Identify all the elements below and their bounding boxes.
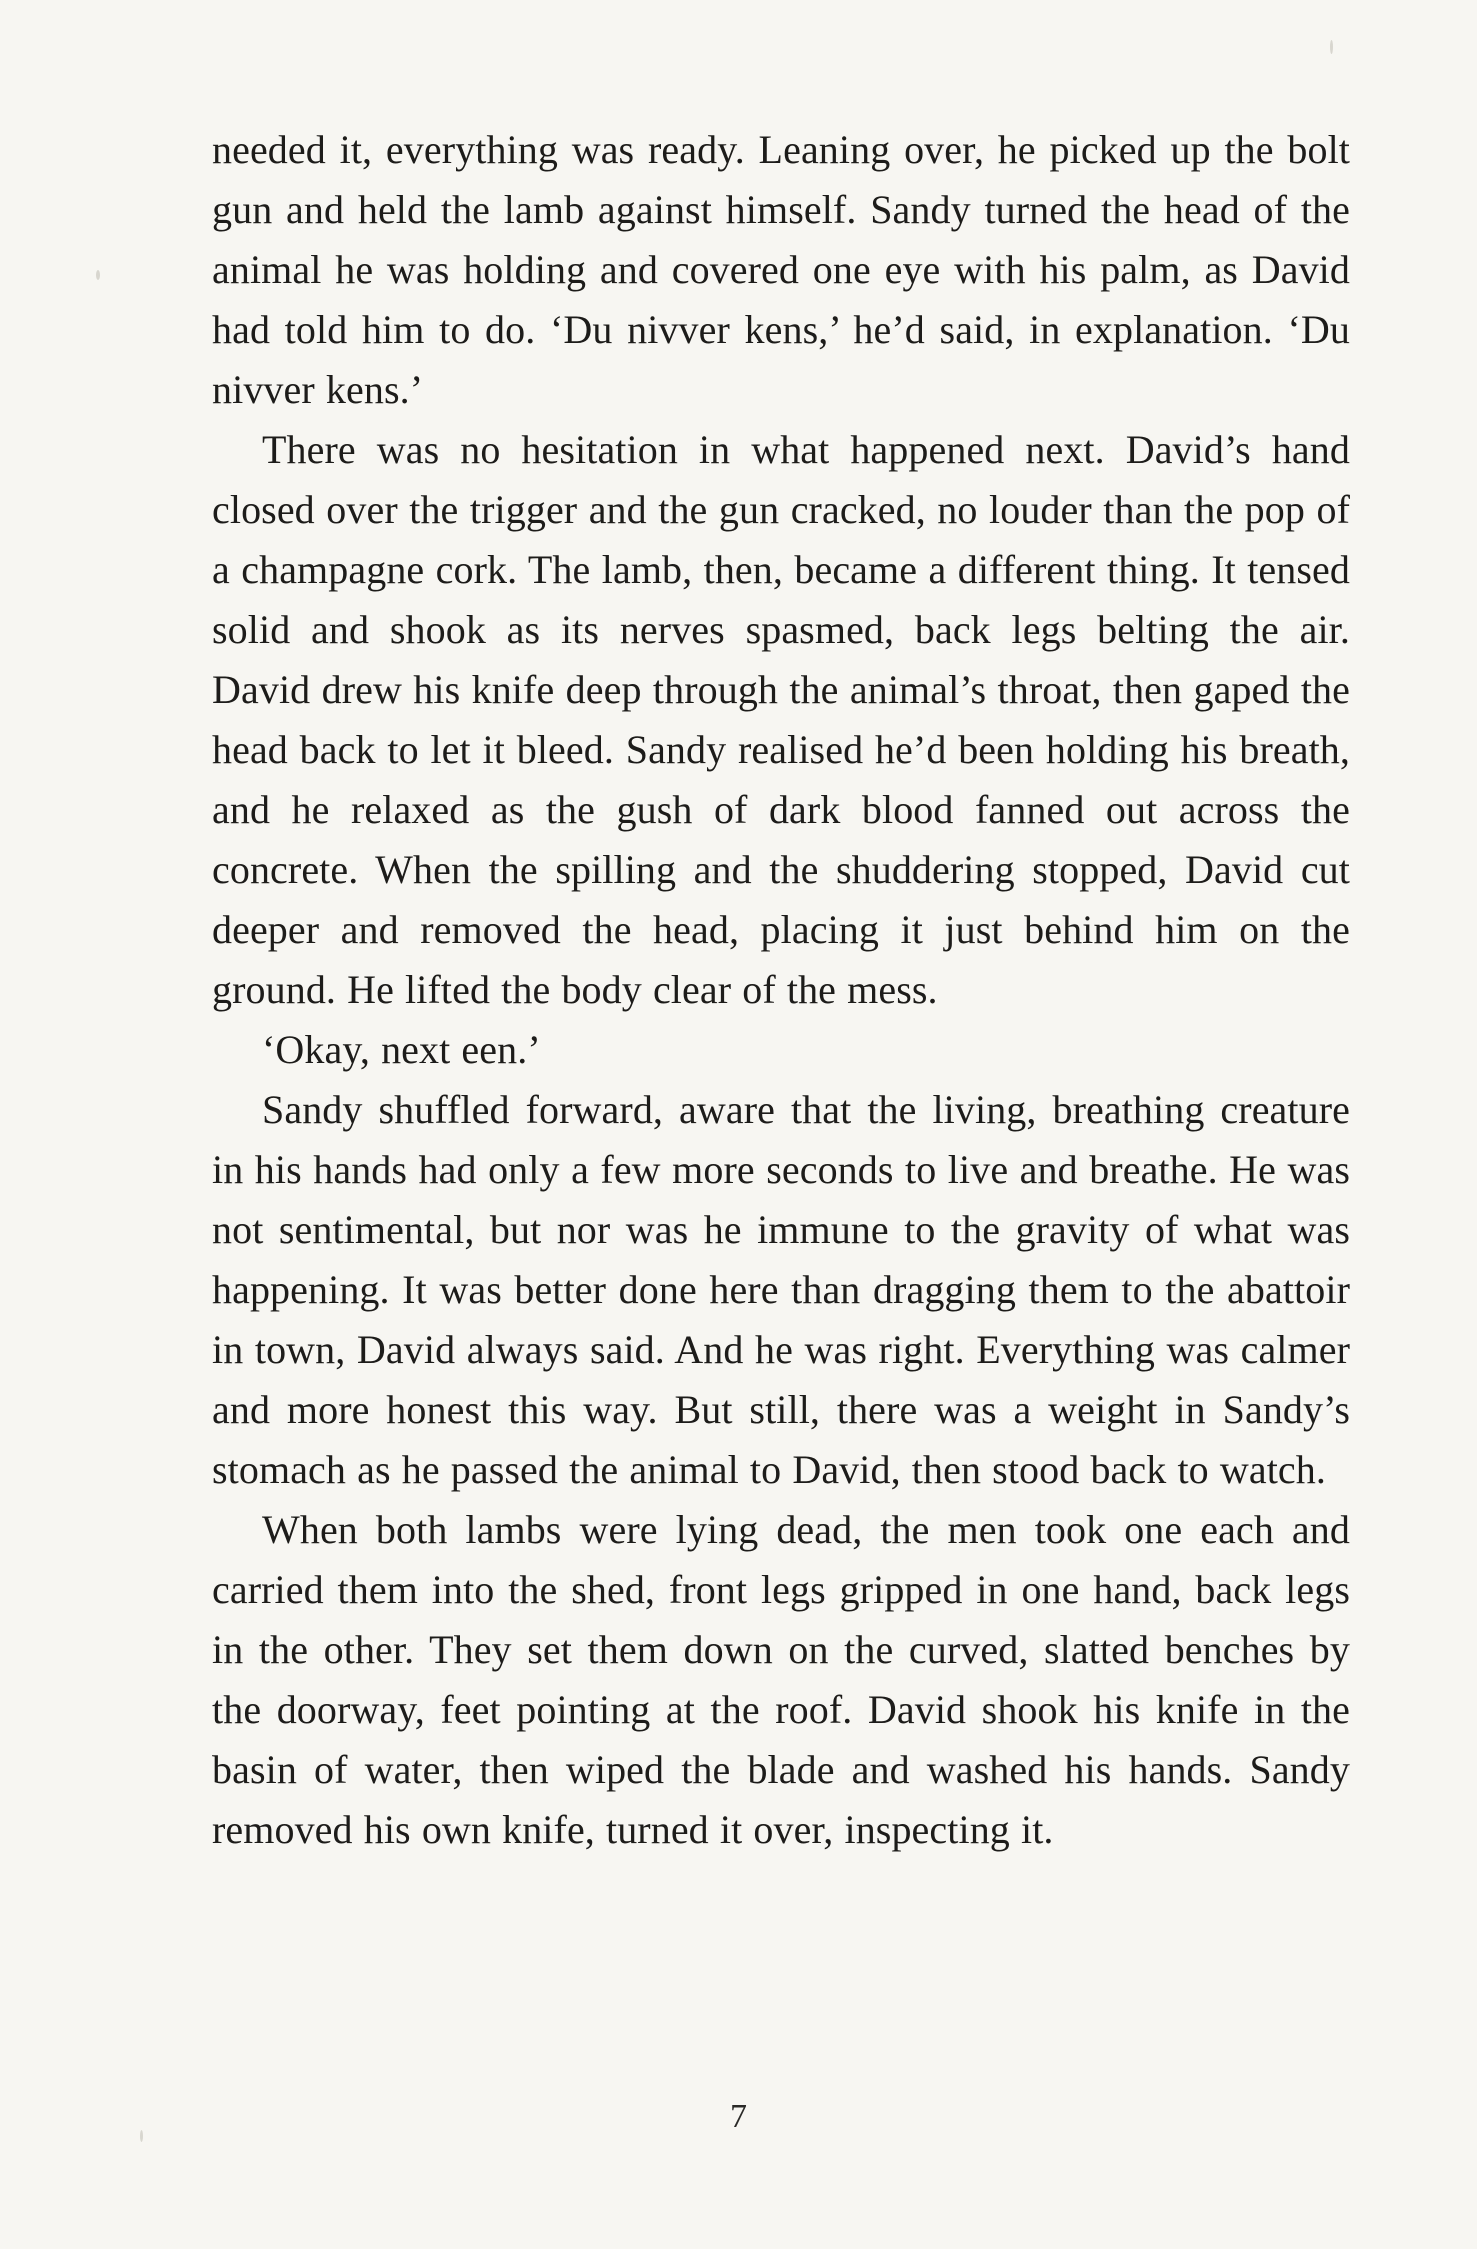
paper-speck — [1330, 40, 1333, 54]
paragraph: ‘Okay, next een.’ — [262, 1027, 541, 1072]
paragraph: There was no hesitation in what happened next. David’s hand closed over the trigger and the gun cracked, no louder than the pop of a champagne cork. The lamb, then, became a different thing. It tensed solid and shook as its nerves spasmed, back legs belting the air. David drew his knife deep through the animal’s throat, then gaped the head back to let it bleed. Sandy realised he’d been holding his breath, and he relaxed as the gush of dark blood fanned out across the concrete. When the spilling and the shuddering stopped, David cut deeper and removed the head, placing it just behind him on the ground. He lifted the body clear of the mess. — [212, 427, 1350, 1012]
body-text — [212, 120, 1350, 1860]
page-number: 7 — [730, 2098, 747, 2135]
paper-speck — [96, 270, 100, 280]
paragraph: Sandy shuffled forward, aware that the living, breathing creature in his hands had only a few more seconds to live and breathe. He was not sentimental, but nor was he immune to the gravity of what was happening. It was better done here than dragging them to the abattoir in town, David always said. And he was right. Everything was calmer and more honest this way. But still, there was a weight in Sandy’s stomach as he passed the animal to David, then stood back to watch. — [212, 1087, 1350, 1492]
paragraph: When both lambs were lying dead, the men took one each and carried them into the shed, front legs gripped in one hand, back legs in the other. They set them down on the curved, slatted benches by the doorway, feet pointing at the roof. David shook his knife in the basin of water, then wiped the blade and washed his hands. Sandy removed his own knife, turned it over, inspecting it. — [212, 1507, 1350, 1852]
paragraph: needed it, everything was ready. Leaning over, he picked up the bolt gun and held the lamb against himself. Sandy turned the head of the animal he was holding and covered one eye with his palm, as David had told him to do. ‘Du nivver kens,’ he’d said, in explanation. ‘Du nivver kens.’ — [212, 127, 1350, 412]
